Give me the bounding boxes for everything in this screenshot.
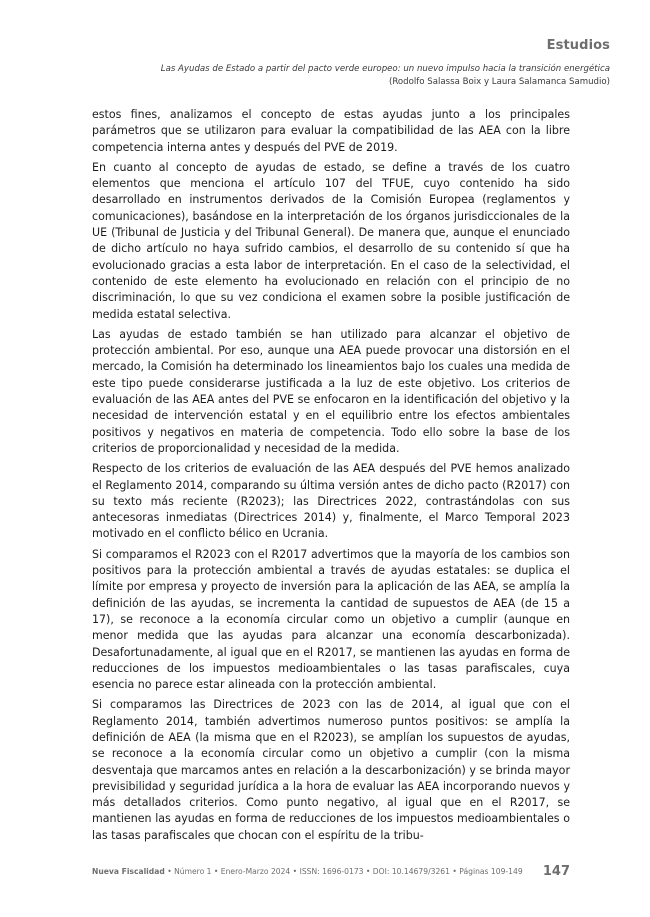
- paragraph: Si comparamos las Directrices de 2023 con las de 2014, al igual que con el Reglamento 2014, también advertimos numeroso puntos positivos: se amplía la definición de AEA (la misma que en el R2023), se amplían los supuestos de ayudas, se reconoce a la economía circular como un objetivo a cumplir (con la misma desventaja que marcamos antes en relación a la descarbonización) y se brinda mayor previsibilidad y seguridad jurídica a la hora de evaluar las AEA incorporando nuevos y más detallados criterios. Como punto negativo, al igual que en el R2017, se mantienen las ayudas en forma de reducciones de los impuestos medioambientales o las tasas parafiscales que chocan con el espíritu de la tribu-: [92, 698, 570, 842]
- footer-citation: [92, 867, 523, 876]
- page-number: 147: [542, 864, 570, 879]
- body-text: [92, 107, 570, 848]
- paragraph: estos fines, analizamos el concepto de estas ayudas junto a los principales parámetros que se utilizaron para evaluar la compatibilidad de las AEA con la libre competencia interna antes y después del PVE de 2019.: [92, 108, 570, 154]
- article-title: Las Ayudas de Estado a partir del pacto verde europeo: un nuevo impulso hacia la transición energética: [160, 64, 610, 74]
- issue-info: • Número 1 • Enero-Marzo 2024 • ISSN: 1696-0173 • DOI: 10.14679/3261 • Páginas 109-149: [164, 867, 523, 876]
- page-footer: [92, 864, 570, 880]
- paragraph: Si comparamos el R2023 con el R2017 advertimos que la mayoría de los cambios son positivos para la protección ambiental a través de ayudas estatales: se duplica el límite por empresa y proyecto de inversión para la aplicación de las AEA, se amplía la definición de las ayudas, se incrementa la cantidad de supuestos de AEA (de 15 a 17), se reconoce a la economía circular como un objetivo a cumplir (aunque en menor medida que las ayudas para alcanzar una economía descarbonizada). Desafortunadamente, al igual que en el R2017, se mantienen las ayudas en forma de reducciones de los impuestos medioambientales o las tasas parafiscales, cuya esencia no parece estar alineada con la protección ambiental.: [92, 547, 570, 692]
- paragraph: En cuanto al concepto de ayudas de estado, se define a través de los cuatro elementos que menciona el artículo 107 del TFUE, cuyo contenido ha sido desarrollado en instrumentos derivados de la Comisión Europea (reglamentos y comunicaciones), basándose en la interpretación de los órganos jurisdiccionales de la UE (Tribunal de Justicia y del Tribunal General). De manera que, aunque el enunciado de dicho artículo no haya sufrido cambios, el desarrollo de su contenido sí que ha evolucionado gracias a esta labor de interpretación. En el caso de la selectividad, el contenido de este elemento ha evolucionado en relación con el principio de no discriminación, lo que su vez condiciona el examen sobre la posible justificación de medida estatal selectiva.: [92, 160, 570, 321]
- journal-name: Nueva Fiscalidad: [92, 867, 165, 876]
- paragraph: Respecto de los criterios de evaluación de las AEA después del PVE hemos analizado el Reglamento 2014, comparando su última versión antes de dicho pacto (R2017) con su texto más reciente (R2023); las Directrices 2022, contrastándolas con sus antecesoras inmediatas (Directrices 2014) y, finalmente, el Marco Temporal 2023 motivado en el conflicto bélico en Ucrania.: [92, 462, 570, 541]
- paragraph: Las ayudas de estado también se han utilizado para alcanzar el objetivo de protección ambiental. Por eso, aunque una AEA puede provocar una distorsión en el mercado, la Comisión ha determinado los lineamientos bajo los cuales una medida de este tipo puede considerarse justificada a la luz de este objetivo. Los criterios de evaluación de las AEA antes del PVE se enfocaron en la identificación del objetivo y la necesidad de intervención estatal y en el equilibrio entre los efectos ambientales positivos y negativos en materia de competencia. Todo ello sobre la base de los criterios de proporcionalidad y necesidad de la medida.: [92, 327, 570, 455]
- section-label: Estudios: [546, 38, 610, 53]
- running-head: [90, 63, 610, 89]
- article-authors: (Rodolfo Salassa Boix y Laura Salamanca Samudio): [388, 77, 610, 87]
